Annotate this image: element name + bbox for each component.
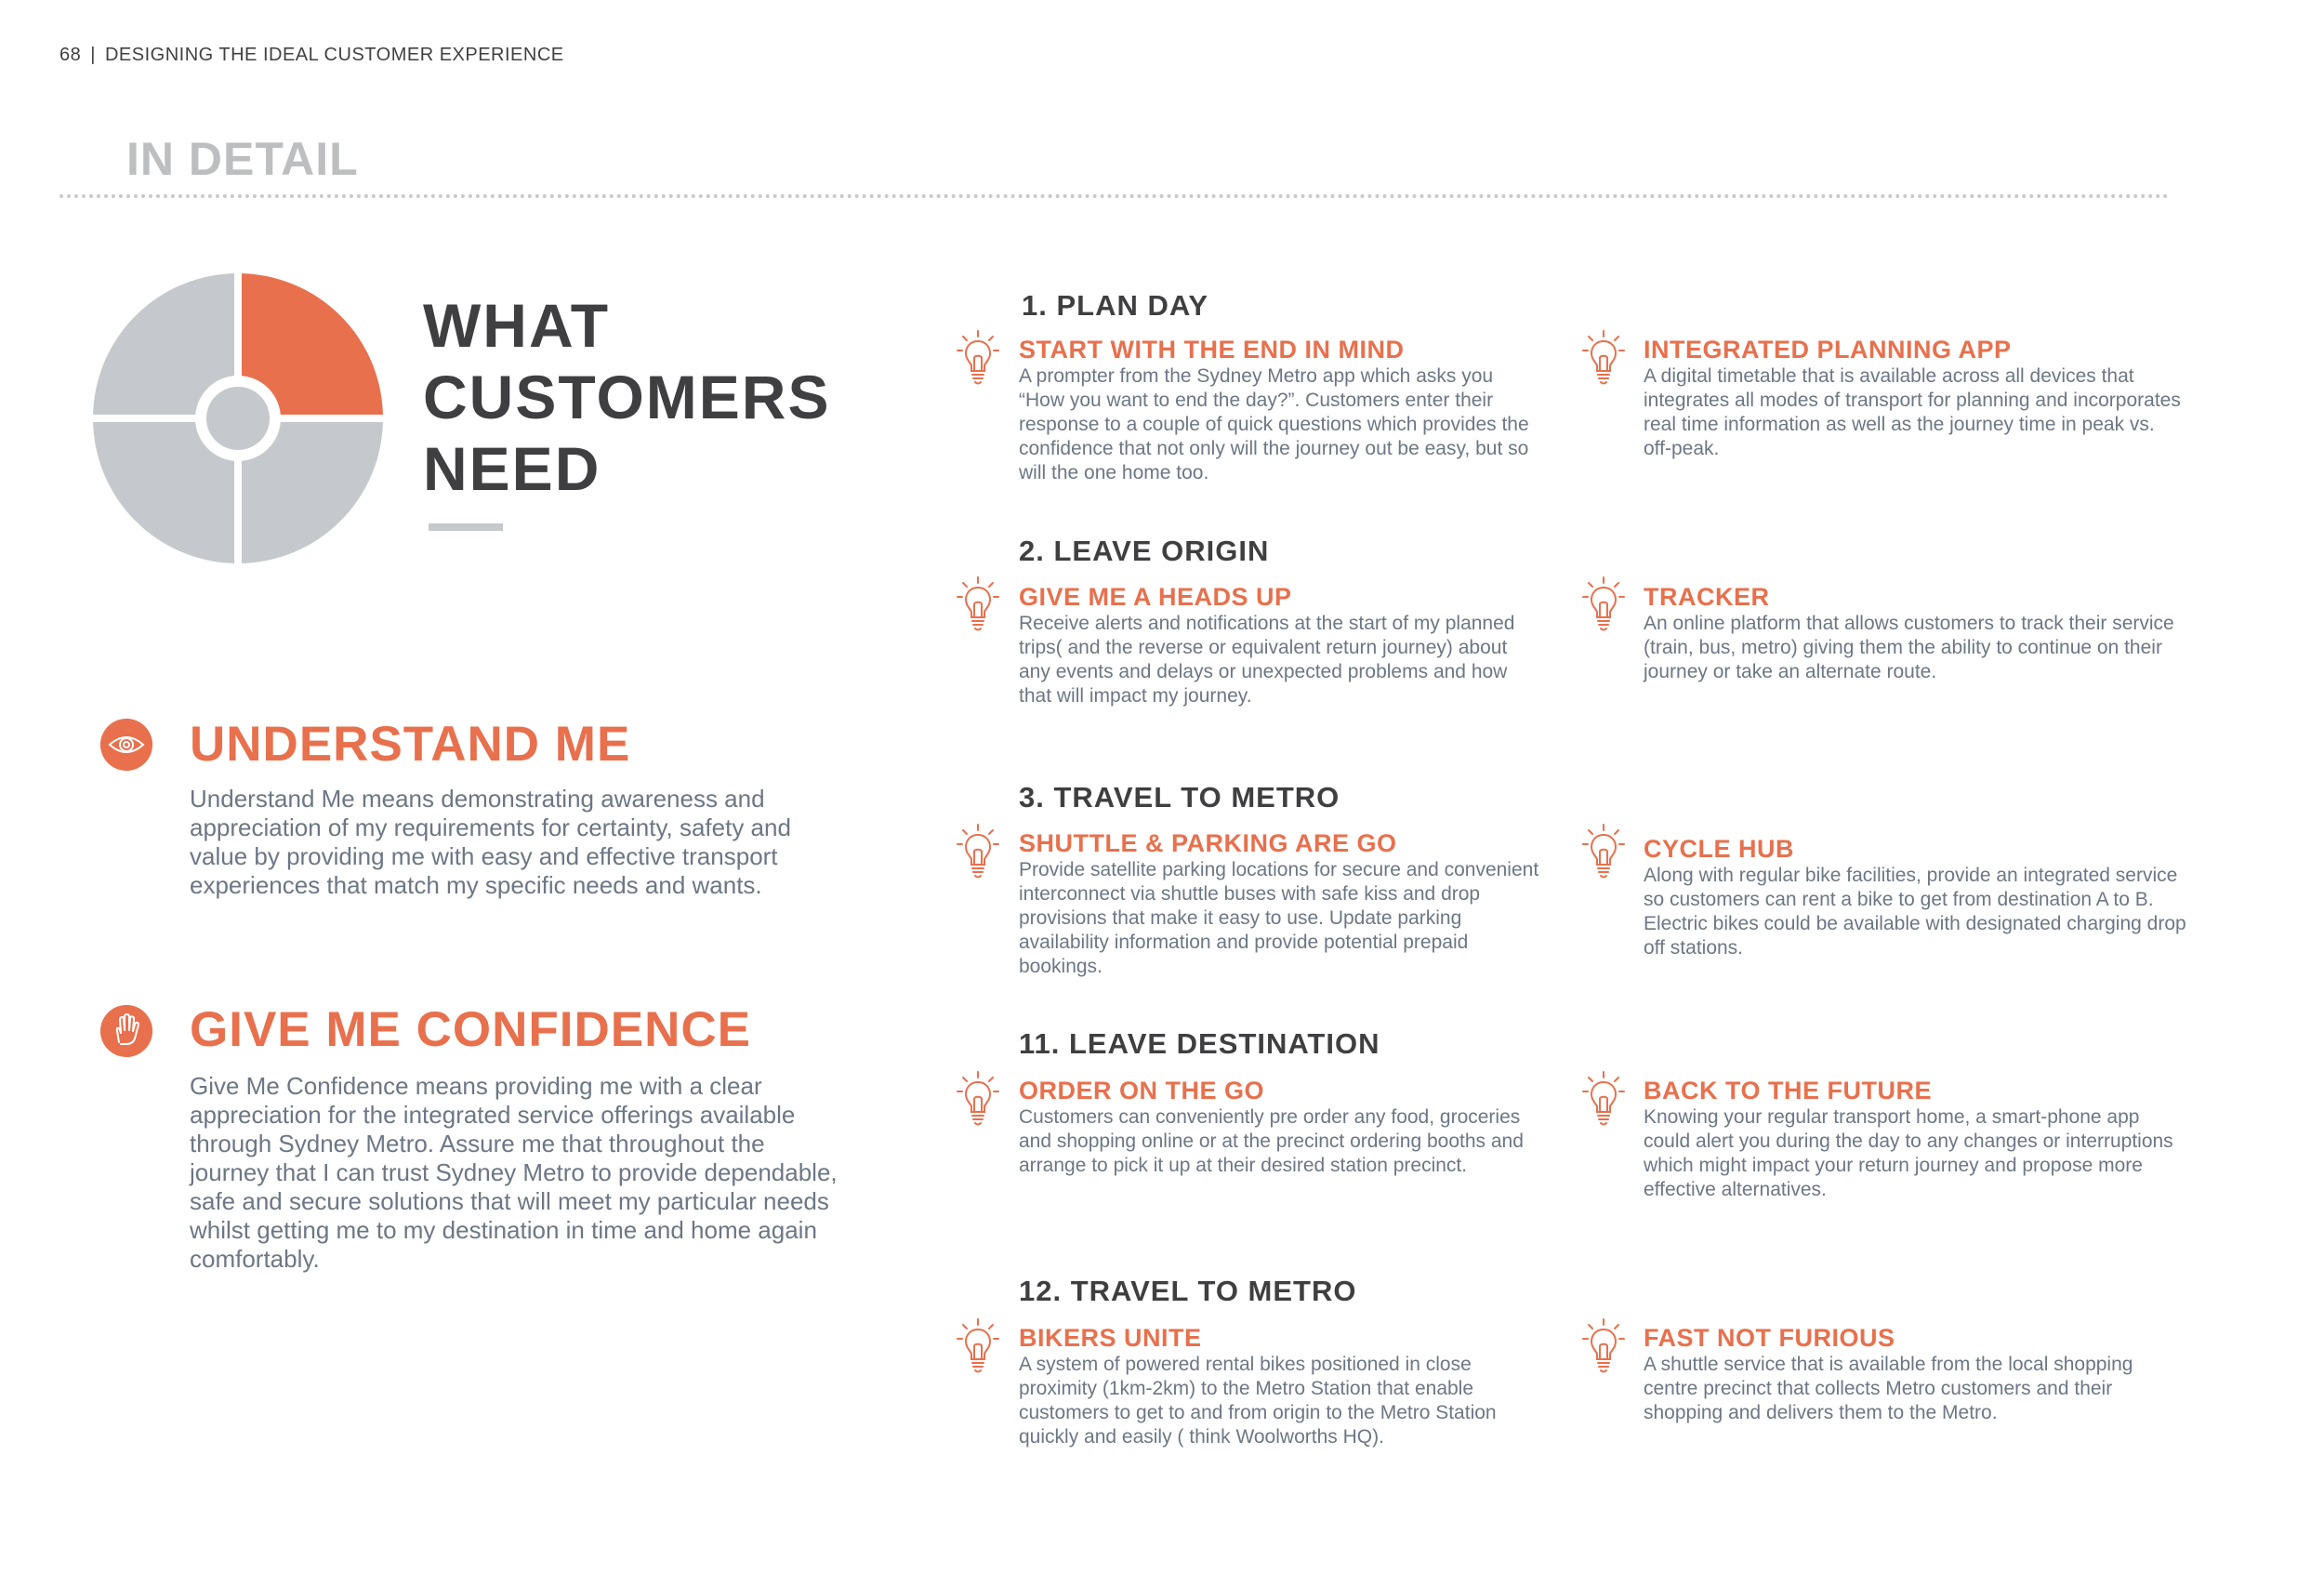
idea-title: ORDER ON THE GO: [1019, 1077, 1265, 1104]
principle-title: UNDERSTAND ME: [190, 717, 631, 772]
stage-heading: 1. PLAN DAY: [1022, 289, 1209, 322]
idea-title: INTEGRATED PLANNING APP: [1644, 336, 2012, 364]
hand-icon: [100, 1005, 152, 1057]
idea-title: START WITH THE END IN MIND: [1019, 336, 1405, 364]
idea-description: Provide satellite parking locations for secure and convenient interconnect via shuttle buses with safe kiss and drop provisions that make it easy to use. Update parking availability information and provide potential prepaid bookings.: [1019, 859, 1539, 977]
idea-description: Along with regular bike facilities, provide an integrated service so customers can rent a bike to get from destination A to B. Electric bikes could be available with designated charging drop off stations.: [1644, 865, 2186, 959]
principle-body: Understand Me means demonstrating awareness and appreciation of my requirements for certainty, safety and value by providing me with easy and effective transport experiences that match my specific needs and wants.: [190, 785, 791, 899]
lightbulb-icon: [1581, 824, 1626, 881]
lightbulb-icon: [1581, 330, 1626, 388]
lightbulb-icon: [1581, 576, 1626, 634]
idea-title: TRACKER: [1644, 583, 1770, 611]
lightbulb-icon: [956, 1071, 1000, 1129]
idea-title: FAST NOT FURIOUS: [1644, 1324, 1895, 1352]
stage-heading: 2. LEAVE ORIGIN: [1019, 535, 1270, 567]
header-title: DESIGNING THE IDEAL CUSTOMER EXPERIENCE: [104, 45, 564, 65]
principle-title: GIVE ME CONFIDENCE: [190, 1002, 752, 1057]
dotted-divider: [59, 194, 2170, 198]
idea-title: CYCLE HUB: [1644, 835, 1795, 863]
main-title-line: WHAT: [423, 291, 611, 360]
stage-heading: 11. LEAVE DESTINATION: [1019, 1027, 1380, 1060]
lightbulb-icon: [956, 576, 1000, 634]
principle-body: Give Me Confidence means providing me with a clear appreciation for the integrated service offerings available through Sydney Metro. Assure me that throughout the journey that I can trust Sydney Metro to provide dependable, safe and secure solutions that will meet my particular needs whilst getting me to my destination in time and home again comfortably.: [190, 1072, 838, 1273]
idea-description: Receive alerts and notifications at the start of my planned trips( and the reverse or equivalent return journey) about any events and delays or unexpected problems and how that will impact my journey.: [1019, 613, 1515, 707]
stage-heading: 12. TRAVEL TO METRO: [1019, 1275, 1357, 1307]
idea-title: BIKERS UNITE: [1019, 1324, 1202, 1352]
idea-description: A shuttle service that is available from the local shopping centre precinct that collects Metro customers and their shopping and delivers them to the Metro.: [1644, 1354, 2133, 1423]
main-title-line: NEED: [423, 434, 601, 503]
title-underline: [429, 523, 503, 531]
idea-description: A digital timetable that is available across all devices that integrates all modes of transport for planning and incorporates real time information as well as the journey time in peak vs. off-peak.: [1644, 365, 2181, 459]
main-title-line: CUSTOMERS: [423, 363, 831, 431]
section-title: IN DETAIL: [126, 133, 359, 185]
idea-description: Knowing your regular transport home, a smart-phone app could alert you during the day to any changes or interruptions which might impact your return journey and propose more effective alternatives.: [1644, 1106, 2173, 1200]
lightbulb-icon: [956, 824, 1000, 881]
wheel-hub: [206, 387, 270, 450]
idea-description: An online platform that allows customers to track their service (train, bus, metro) giving them the ability to continue on their journey or take an alternate route.: [1644, 613, 2174, 682]
page-header: [59, 45, 564, 66]
page-number: 68: [59, 45, 82, 65]
idea-description: Customers can conveniently pre order any food, groceries and shopping online or at the precinct ordering booths and arrange to pick it up at their desired station precinct.: [1019, 1106, 1524, 1176]
main-title: [423, 290, 831, 505]
idea-title: SHUTTLE & PARKING ARE GO: [1019, 829, 1397, 857]
eye-icon: [100, 719, 152, 771]
header-separator: |: [90, 45, 96, 65]
lightbulb-icon: [956, 1318, 1000, 1376]
lightbulb-icon: [1581, 1071, 1626, 1129]
lightbulb-icon: [956, 330, 1000, 388]
lightbulb-icon: [1581, 1318, 1626, 1376]
stage-heading: 3. TRAVEL TO METRO: [1019, 781, 1340, 813]
idea-title: BACK TO THE FUTURE: [1644, 1077, 1932, 1104]
idea-description: A system of powered rental bikes positioned in close proximity (1km-2km) to the Metro Station that enable customers to get to and from origin to the Metro Station quickly and easily ( think Woolworths HQ).: [1019, 1354, 1497, 1448]
idea-title: GIVE ME A HEADS UP: [1019, 583, 1292, 611]
journey-wheel-icon: [93, 273, 383, 563]
idea-description: A prompter from the Sydney Metro app which asks you “How you want to end the day?”. Customers enter their response to a couple of quick questions which provides the confidence that not only will the journey out be easy, but so will the one home too.: [1019, 365, 1529, 483]
